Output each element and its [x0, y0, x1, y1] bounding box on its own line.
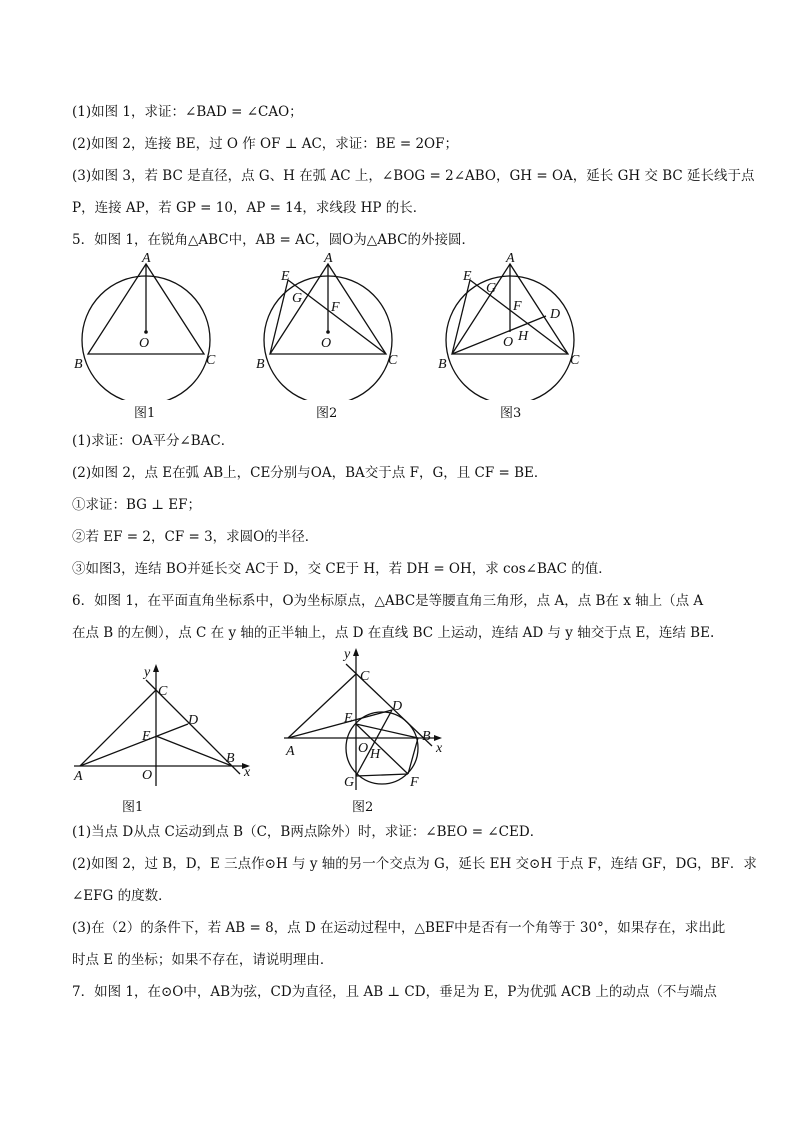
label-a: A	[324, 251, 333, 266]
q5-part2-ii: ②若 EF = 2，CF = 3，求圆O的半径．	[72, 529, 319, 545]
label-g: G	[292, 291, 303, 306]
q4-part1: (1)如图 1，求证：∠BAD = ∠CAO；	[72, 104, 303, 120]
q6-caption-1: 图1	[122, 800, 144, 815]
label-y: y	[344, 647, 351, 662]
segment-be	[356, 724, 418, 738]
q6-figure-2	[282, 644, 462, 794]
segment-be	[452, 280, 470, 354]
label-b: B	[226, 751, 235, 766]
segment-ac	[80, 690, 156, 766]
q5-figure-3	[434, 250, 594, 400]
label-c: C	[158, 684, 168, 699]
label-a: A	[74, 769, 83, 784]
q4-part2: (2)如图 2，连接 BE，过 O 作 OF ⊥ AC，求证：BE = 2OF；	[72, 136, 458, 152]
q6-part1: (1)当点 D从点 C运动到点 B（C，B两点除外）时，求证：∠BEO = ∠CED．	[72, 824, 544, 840]
q5-caption-3: 图3	[500, 406, 522, 421]
segment-be	[270, 280, 288, 354]
label-o: O	[142, 768, 153, 783]
label-g: G	[486, 281, 497, 296]
label-e: E	[344, 711, 353, 726]
q7-stem: 7．如图 1，在⊙O中，AB为弦，CD为直径，且 AB ⊥ CD，垂足为 E，P为优弧 ACB 上的动点（不与端点	[72, 984, 717, 1000]
label-o: O	[139, 336, 150, 351]
label-e: E	[142, 729, 151, 744]
label-y: y	[144, 665, 151, 680]
label-f: F	[410, 775, 419, 790]
line-bc	[346, 664, 432, 746]
q5-caption-1: 图1	[134, 406, 156, 421]
label-f: F	[513, 299, 522, 314]
label-f: F	[331, 300, 340, 315]
label-a: A	[286, 744, 295, 759]
segment-be	[156, 736, 232, 766]
label-b: B	[422, 729, 431, 744]
q6-figure-1	[70, 662, 260, 792]
q5-part1: (1)求证：OA平分∠BAC．	[72, 433, 235, 449]
y-arrow	[153, 664, 159, 672]
label-h: H	[518, 329, 529, 344]
q6-caption-2: 图2	[352, 800, 374, 815]
label-c: C	[570, 353, 580, 368]
label-a: A	[506, 251, 515, 266]
label-b: B	[74, 357, 83, 372]
y-arrow	[353, 648, 359, 656]
label-b: B	[438, 357, 447, 372]
segment-bd	[452, 316, 546, 354]
label-o: O	[358, 741, 369, 756]
q5-caption-2: 图2	[316, 406, 338, 421]
segment-gf	[356, 774, 408, 776]
q6-part2-cont: ∠EFG 的度数．	[72, 888, 172, 904]
label-e: E	[281, 269, 290, 284]
label-c: C	[388, 353, 398, 368]
label-h: H	[370, 747, 381, 762]
q5-part2-i: ①求证：BG ⊥ EF；	[72, 497, 201, 513]
segment-ce	[288, 280, 386, 354]
q4-part3-cont: P，连接 AP，若 GP = 10，AP = 14，求线段 HP 的长．	[72, 200, 427, 216]
label-e: E	[463, 269, 472, 284]
q6-stem-2: 在点 B 的左侧），点 C 在 y 轴的正半轴上，点 D 在直线 BC 上运动，连结 AD 与 y 轴交于点 E，连结 BE.	[72, 625, 715, 641]
label-b: B	[256, 357, 265, 372]
center-dot	[326, 330, 330, 334]
segment-ad	[80, 724, 188, 766]
center-dot	[144, 330, 148, 334]
label-a: A	[142, 251, 151, 266]
label-o: O	[503, 335, 514, 350]
label-d: D	[392, 699, 403, 714]
label-x: x	[436, 741, 443, 756]
q6-part3-cont: 时点 E 的坐标；如果不存在，请说明理由．	[72, 952, 334, 968]
q4-part3: (3)如图 3，若 BC 是直径，点 G、H 在弧 AC 上，∠BOG = 2∠ABO，GH = OA，延长 GH 交 BC 延长线于点	[72, 168, 755, 184]
q6-stem-1: 6．如图 1，在平面直角坐标系中，O为坐标原点，△ABC是等腰直角三角形，点 A，点 B在 x 轴上（点 A	[72, 593, 704, 609]
label-d: D	[550, 307, 561, 322]
label-o: O	[321, 336, 332, 351]
q5-part2: (2)如图 2，点 E在弧 AB上，CE分别与OA，BA交于点 F，G，且 CF = BE．	[72, 465, 548, 481]
q5-part2-iii: ③如图3，连结 BO并延长交 AC于 D，交 CE于 H，若 DH = OH，求 cos∠BAC 的值．	[72, 561, 612, 577]
label-d: D	[188, 713, 199, 728]
q6-part2: (2)如图 2，过 B，D，E 三点作⊙H 与 y 轴的另一个交点为 G，延长 EH 交⊙H 于点 F，连结 GF，DG，BF．求	[72, 856, 757, 872]
label-g: G	[344, 775, 355, 790]
q5-figure-2	[252, 250, 412, 400]
label-c: C	[206, 353, 216, 368]
q6-part3: (3)在（2）的条件下，若 AB = 8，点 D 在运动过程中，△BEF中是否有一个角等于 30°，如果存在，求出此	[72, 920, 726, 936]
q5-figure-1	[70, 250, 230, 400]
q5-stem: 5．如图 1，在锐角△ABC中，AB = AC，圆O为△ABC的外接圆．	[72, 232, 475, 248]
label-c: C	[360, 669, 370, 684]
label-x: x	[244, 765, 251, 780]
